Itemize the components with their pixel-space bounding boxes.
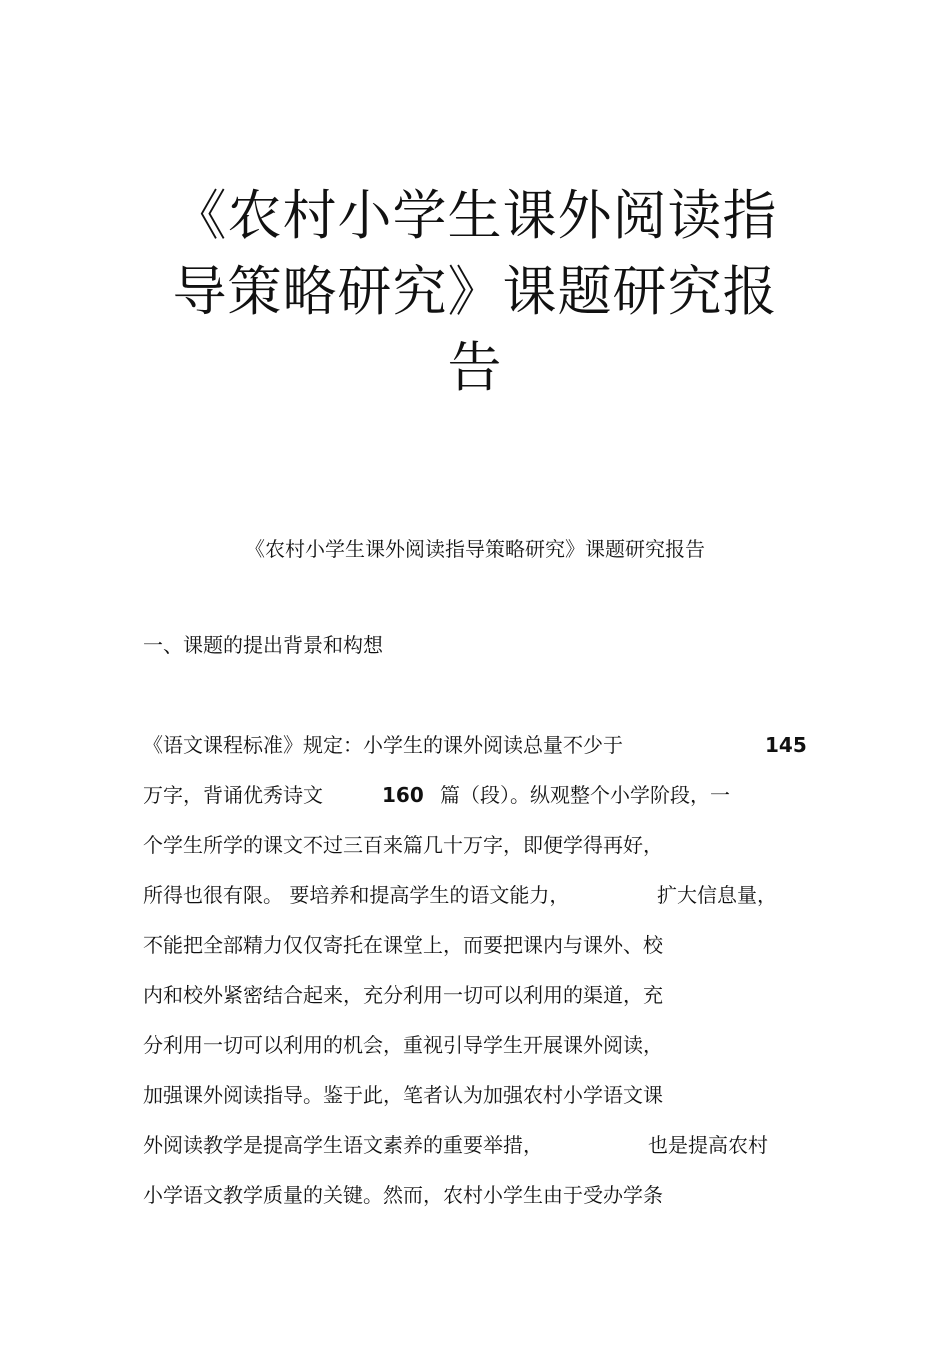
poem-count-number: 160 (382, 783, 424, 807)
paragraph-line-1 (143, 730, 823, 780)
paragraph-text: 内和校外紧密结合起来，充分利用一切可以利用的渠道，充 (143, 983, 663, 1007)
main-title-line-1: 《农村小学生课外阅读指 (172, 184, 778, 247)
paragraph-line-4 (143, 880, 823, 930)
main-title-line-3: 告 (447, 336, 503, 399)
paragraph-text: 《语文课程标准》规定：小学生的课外阅读总量不少于 (143, 733, 623, 757)
paragraph-text: 所得也很有限。 要培养和提高学生的语文能力， (143, 883, 570, 907)
paragraph-text: 加强课外阅读指导。鉴于此，笔者认为加强农村小学语文课 (143, 1083, 663, 1107)
word-count-number: 145 (765, 733, 807, 757)
paragraph-text: 外阅读教学是提高学生语文素养的重要举措， (143, 1133, 543, 1157)
paragraph-text: 小学语文教学质量的关键。然而，农村小学生由于受办学条 (143, 1183, 663, 1207)
paragraph-line-8 (143, 1080, 823, 1130)
paragraph-text: 分利用一切可以利用的机会，重视引导学生开展课外阅读， (143, 1033, 663, 1057)
paragraph-text: 不能把全部精力仅仅寄托在课堂上，而要把课内与课外、校 (143, 933, 663, 957)
paragraph-text: 扩大信息量， (657, 883, 777, 907)
paragraph-line-6 (143, 980, 823, 1030)
paragraph-text: 个学生所学的课文不过三百来篇几十万字，即便学得再好， (143, 833, 663, 857)
paragraph-text: 万字，背诵优秀诗文 (143, 783, 323, 807)
subtitle: 《农村小学生课外阅读指导策略研究》课题研究报告 (245, 537, 705, 561)
main-title (140, 178, 810, 406)
paragraph-line-5 (143, 930, 823, 980)
paragraph-text: 篇（段）。纵观整个小学阶段，一 (440, 783, 730, 807)
paragraph-line-10 (143, 1180, 823, 1230)
paragraph-line-9 (143, 1130, 823, 1180)
paragraph-text: 也是提高农村 (648, 1133, 768, 1157)
paragraph-line-2 (143, 780, 823, 830)
main-title-line-2: 导策略研究》课题研究报 (172, 260, 778, 323)
body-paragraph (143, 730, 823, 1230)
paragraph-line-3 (143, 830, 823, 880)
paragraph-line-7 (143, 1030, 823, 1080)
section-heading: 一、课题的提出背景和构想 (143, 633, 383, 657)
